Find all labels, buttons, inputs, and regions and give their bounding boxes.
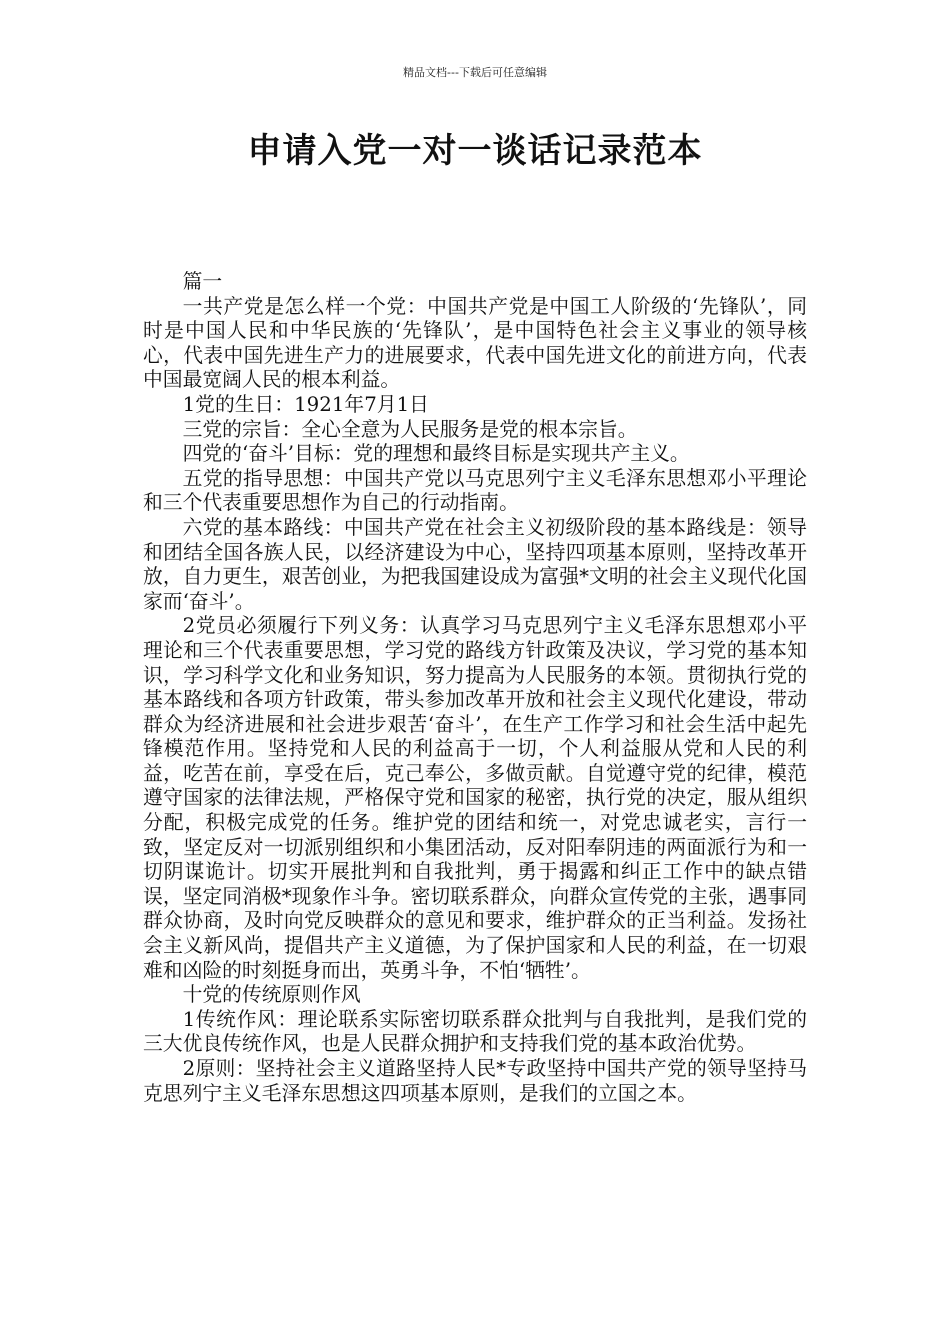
paragraph-guiding-thought: 五党的指导思想：中国共产党以马克思列宁主义毛泽东思想邓小平理论和三个代表重要思想作为自己的行动指南。	[143, 466, 807, 515]
document-title: 申请入党一对一谈话记录范本	[247, 131, 703, 171]
page-header-note: 精品文档---下载后可任意编辑	[403, 66, 547, 79]
paragraph-member-obligations: 2党员必须履行下列义务：认真学习马克思列宁主义毛泽东思想邓小平理论和三个代表重要思想，学习党的路线方针政策及决议，学习党的基本知识，学习科学文化和业务知识，努力提高为人民服务的本领。贯彻执行党的基本路线和各项方针政策，带头参加改革开放和社会主义现代化建设，带动群众为经济进展和社会进步艰苦‘奋斗’，在生产工作学习和社会生活中起先锋模范作用。坚持党和人民的利益高于一切，个人利益服从党和人民的利益，吃苦在前，享受在后，克己奉公，多做贡献。自觉遵守党的纪律，模范遵守国家的法律法规，严格保守党和国家的秘密，执行党的决定，服从组织分配，积极完成党的任务。维护党的团结和统一，对党忠诚老实，言行一致，坚定反对一切派别组织和小集团活动，反对阳奉阴违的两面派行为和一切阴谋诡计。切实开展批判和自我批判，勇于揭露和纠正工作中的缺点错误，坚定同消极*现象作斗争。密切联系群众，向群众宣传党的主张，遇事同群众协商，及时向党反映群众的意见和要求，维护群众的正当利益。发扬社会主义新风尚，提倡共产主义道德，为了保护国家和人民的利益，在一切艰难和凶险的时刻挺身而出，英勇斗争，不怕‘牺牲’。	[143, 614, 807, 982]
paragraph-traditional-style: 1传统作风：理论联系实际密切联系群众批判与自我批判，是我们党的三大优良传统作风，也是人民群众拥护和支持我们党的基本政治优势。	[143, 1007, 807, 1056]
paragraph-party-goal: 四党的‘奋斗’目标：党的理想和最终目标是实现共产主义。	[182, 442, 690, 466]
paragraph-party-nature: 一共产党是怎么样一个党：中国共产党是中国工人阶级的‘先锋队’，同时是中国人民和中华民族的‘先锋队’，是中国特色社会主义事业的领导核心，代表中国先进生产力的进展要求，代表中国先进文化的前进方向，代表中国最宽阔人民的根本利益。	[143, 294, 807, 392]
paragraph-traditions-heading: 十党的传统原则作风	[182, 983, 361, 1007]
paragraph-party-purpose: 三党的宗旨：全心全意为人民服务是党的根本宗旨。	[182, 417, 638, 441]
paragraph-principles: 2原则：坚持社会主义道路坚持人民*专政坚持中国共产党的领导坚持马克思列宁主义毛泽东思想这四项基本原则，是我们的立国之本。	[143, 1057, 807, 1105]
paragraph-party-birthday: 1党的生日：1921年7月1日	[182, 392, 429, 416]
paragraph-basic-line: 六党的基本路线：中国共产党在社会主义初级阶段的基本路线是：领导和团结全国各族人民，以经济建设为中心，坚持四项基本原则，坚持改革开放，自力更生，艰苦创业，为把我国建设成为富强*文明的社会主义现代化国家而‘奋斗’。	[143, 515, 807, 613]
document-body	[143, 270, 807, 1106]
paragraph-section-label: 篇一	[182, 270, 223, 293]
